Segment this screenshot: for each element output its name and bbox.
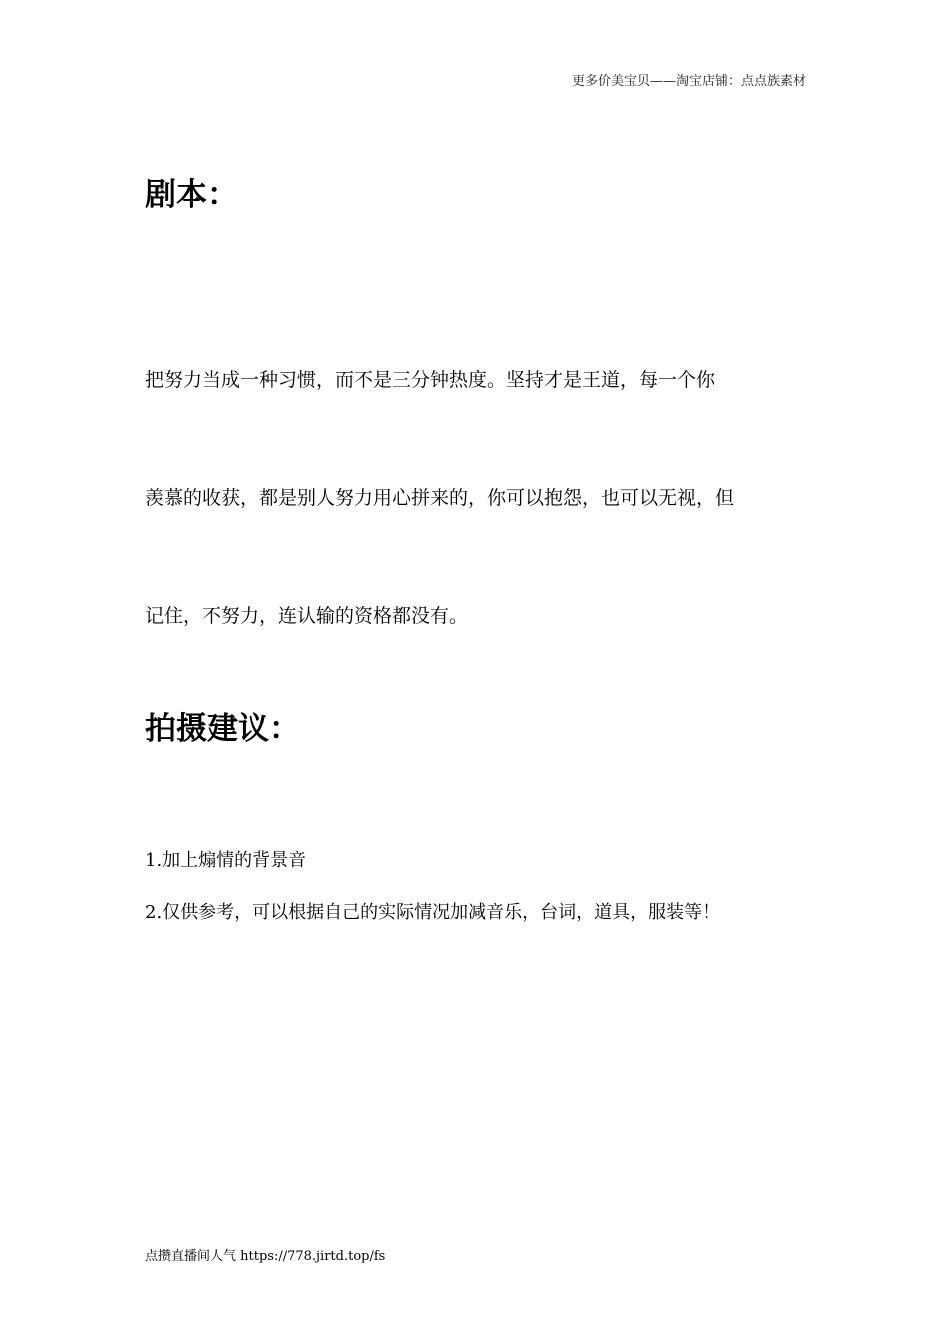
advice-item-1: 1.加上煽情的背景音 <box>145 850 307 871</box>
script-line-1: 把努力当成一种习惯，而不是三分钟热度。坚持才是王道，每一个你 <box>145 369 716 391</box>
script-line-3: 记住，不努力，连认输的资格都没有。 <box>145 605 469 627</box>
script-heading: 剧本： <box>145 177 238 213</box>
header-note: 更多价美宝贝——淘宝店铺：点点族素材 <box>571 74 806 89</box>
advice-item-2: 2.仅供参考，可以根据自己的实际情况加减音乐，台词，道具，服装等！ <box>145 902 721 923</box>
footer-link-text: 点攒直播间人气 https://778.jirtd.top/fs <box>145 1249 386 1264</box>
shooting-advice-heading: 拍摄建议： <box>145 711 300 747</box>
script-line-2: 羡慕的收获，都是别人努力用心拼来的，你可以抱怨，也可以无视，但 <box>145 487 735 509</box>
